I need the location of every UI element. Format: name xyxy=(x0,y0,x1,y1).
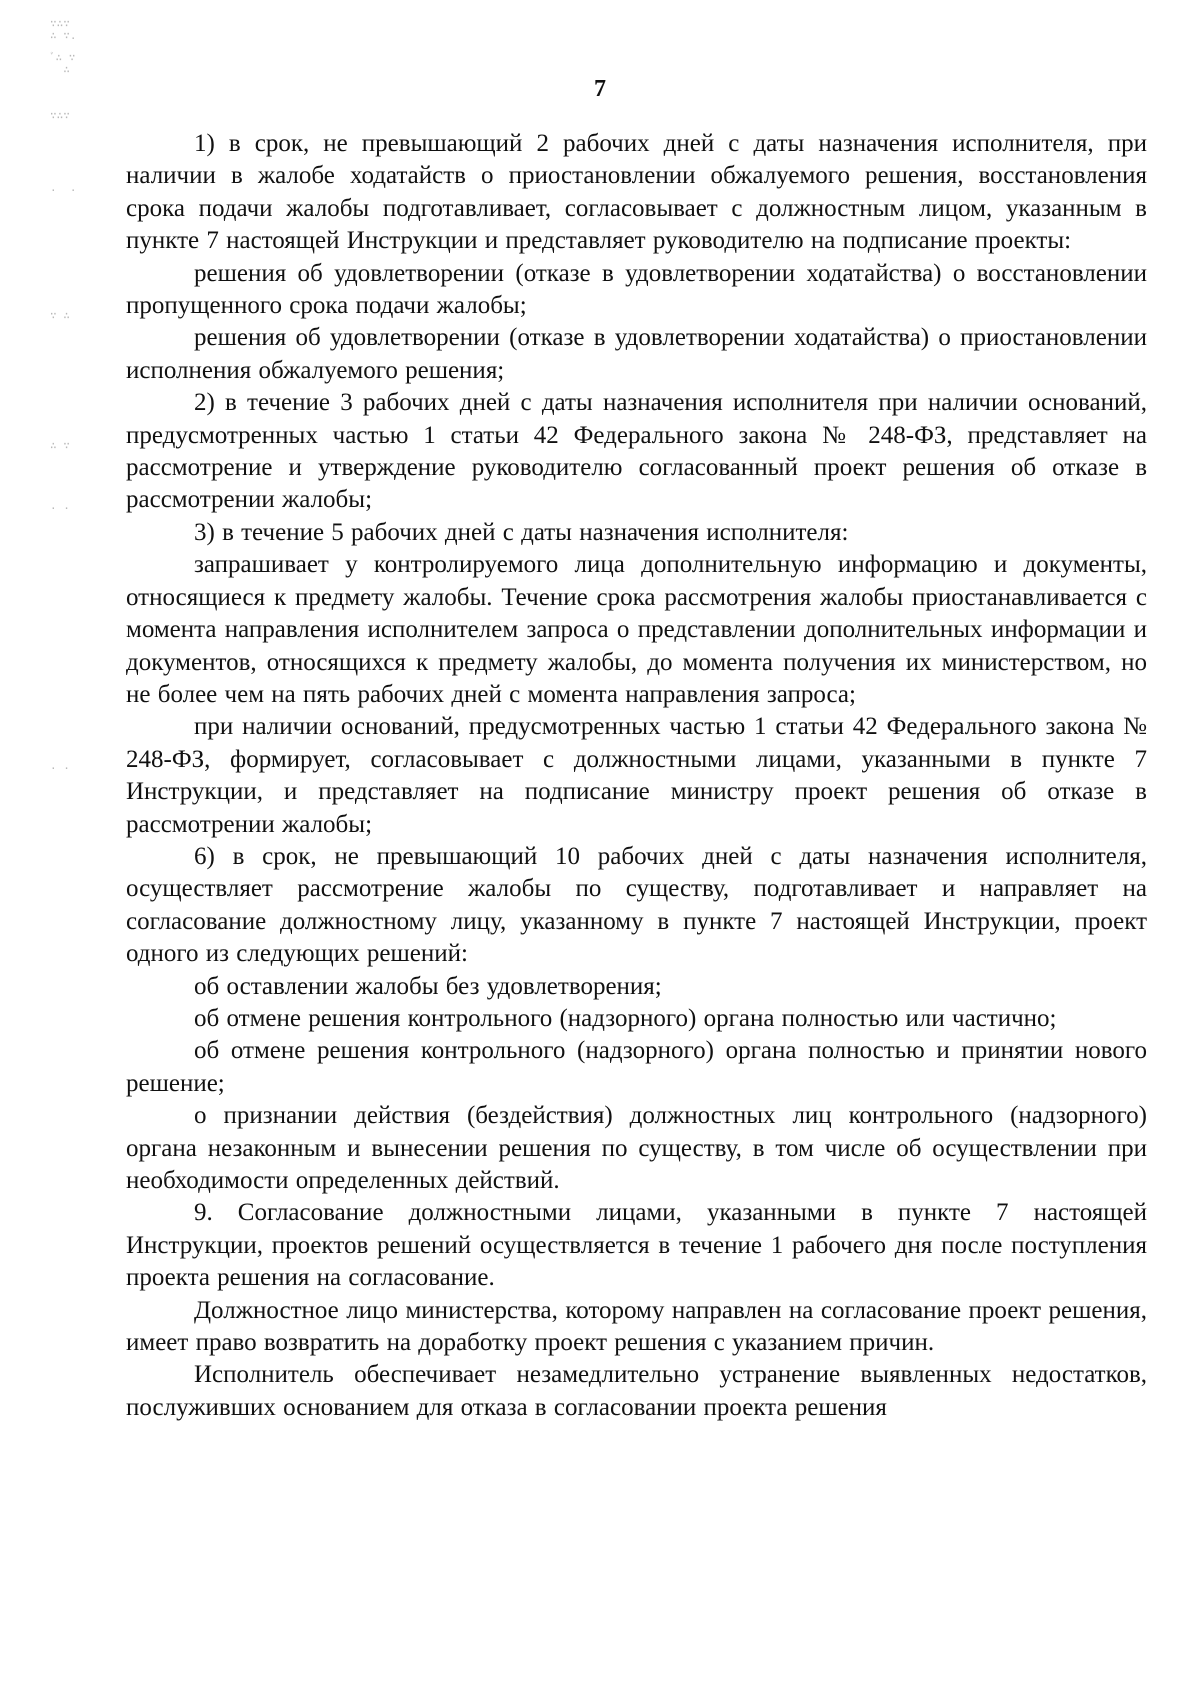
scan-artifact: ∵∴∵ ∴ ∵. xyxy=(50,17,77,42)
page-number: 7 xyxy=(594,76,606,102)
paragraph: об отмене решения контрольного (надзорного) органа полностью или частично; xyxy=(194,1004,1057,1032)
paragraph: об отмене решения контрольного (надзорного) органа полностью и принятии нового решение; xyxy=(126,1037,1147,1097)
paragraph: Должностное лицо министерства, которому направлен на согласование проект решения, имеет право возвратить на доработку проект решения с указанием причин. xyxy=(126,1296,1147,1357)
paragraph: 6) в срок, не превышающий 10 рабочих дней с даты назначения исполнителя, осуществляет рассмотрение жалобы по существу, подготавливает и направляет на согласование должностному лицу, указанному в пункте 7 настоящей Инструкции, проект одного из следующих решений: xyxy=(126,842,1147,968)
paragraph: 1) в срок, не превышающий 2 рабочих дней с даты назначения исполнителя, при наличии в жалобе ходатайств о приостановлении обжалуемого решения, восстановления срока подачи жалобы подготавливает, согласовывает с должностным лицом, указанным в пункте 7 настоящей Инструкции и представляет руководителю на подписание проекты: xyxy=(126,130,1147,255)
paragraph: 2) в течение 3 рабочих дней с даты назначения исполнителя при наличии оснований, предусмотренных частью 1 статьи 42 Федерального закона № 248-ФЗ, представляет на рассмотрение и утверждение руководителю согласованный проект решения об отказе в рассмотрении жалобы; xyxy=(126,389,1147,514)
scan-artifact: ﾞ∴ ∵ ∴ xyxy=(50,51,76,76)
paragraph: решения об удовлетворении (отказе в удовлетворении ходатайства) о восстановлении пропущенного срока подачи жалобы; xyxy=(126,259,1147,320)
paragraph: об оставлении жалобы без удовлетворения; xyxy=(194,972,662,1000)
paragraph: решения об удовлетворении (отказе в удовлетворении ходатайства) о приостановлении исполнения обжалуемого решения; xyxy=(126,324,1147,384)
paragraph: запрашивает у контролируемого лица дополнительную информацию и документы, относящиеся к предмету жалобы. Течение срока рассмотрения жалобы приостанавливается с момента направления исполнителем запроса о представлении дополнительных информации и документов, относящихся к предмету жалобы, до момента получения их министерством, но не более чем на пять рабочих дней с момента направления запроса; xyxy=(126,551,1147,708)
paragraph: Исполнитель обеспечивает незамедлительно устранение выявленных недостатков, послуживших основанием для отказа в согласовании проекта решения xyxy=(126,1361,1147,1421)
scan-artifact: ∵∴∵ xyxy=(50,109,70,122)
paragraph: о признании действия (бездействия) должностных лиц контрольного (надзорного) органа незаконным и вынесении решения по существу, в том числе об осуществлении при необходимости определенных действий. xyxy=(126,1102,1147,1194)
document-body xyxy=(126,128,1147,1424)
scan-artifact: ∵ ∴ xyxy=(50,309,70,322)
scan-artifact: . . xyxy=(50,499,70,512)
paragraph: 9. Согласование должностными лицами, указанными в пункте 7 настоящей Инструкции, проектов решений осуществляется в течение 1 рабочего дня после поступления проекта решения на согласование. xyxy=(126,1199,1147,1292)
scan-artifact: . . xyxy=(50,759,70,772)
paragraph: 3) в течение 5 рабочих дней с даты назначения исполнителя: xyxy=(194,518,849,546)
scan-artifact: . . xyxy=(50,181,77,194)
paragraph: при наличии оснований, предусмотренных частью 1 статьи 42 Федерального закона № 248-ФЗ, формирует, согласовывает с должностными лицами, указанными в пункте 7 Инструкции, и представляет на подписание министру проект решения об отказе в рассмотрении жалобы; xyxy=(126,713,1147,838)
scan-artifact: ∴ ∵ xyxy=(50,439,70,452)
